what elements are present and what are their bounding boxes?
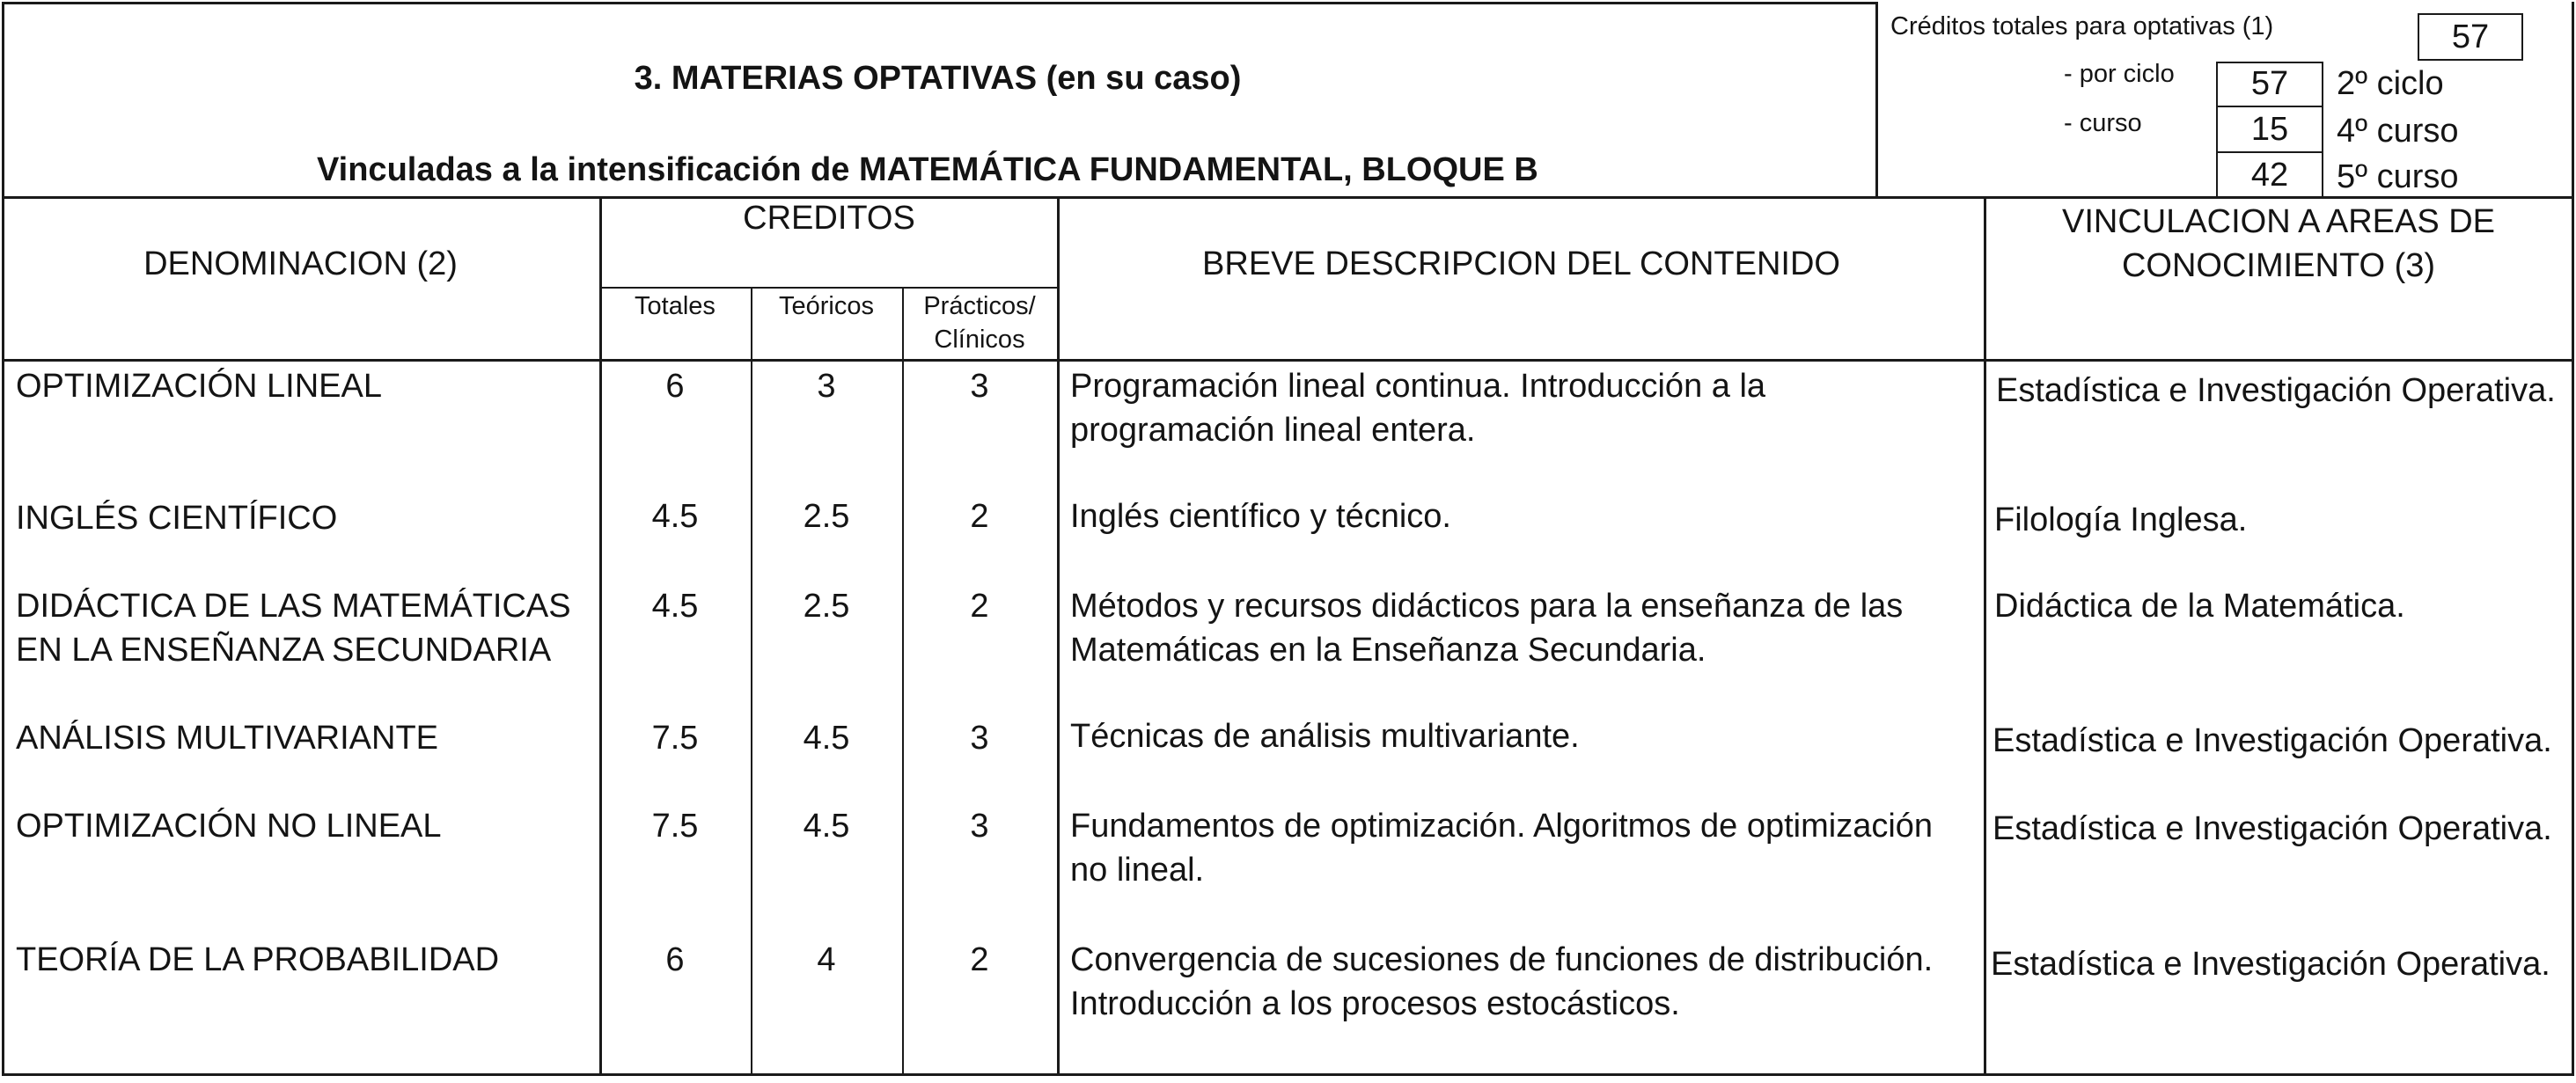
row-6-practicos: 2 [970,941,989,978]
row-6-teoricos: 4 [817,941,836,978]
col-divider-4 [1057,196,1060,1076]
row-6-desc-1: Convergencia de sucesiones de funciones de distribución. [1070,941,1934,978]
row-1-practicos: 3 [970,368,989,405]
header-divider [2,196,2574,199]
row-2-totales: 4.5 [651,498,699,535]
header-vinculacion-1: VINCULACION A AREAS DE [2061,203,2496,240]
row-1-teoricos: 3 [817,368,836,405]
row-5-teoricos: 4.5 [803,808,850,845]
row-5-area: Estadística e Investigación Operativa. [1993,810,2552,847]
row-3-area: Didáctica de la Matemática. [1994,588,2405,625]
credits-box-left-border [1875,2,1878,199]
header-totales: Totales [635,292,716,320]
row-1-desc-2: programación lineal entera. [1070,412,1476,449]
header-practicos-1: Prácticos/ [923,292,1036,320]
row-5-desc-1: Fundamentos de optimización. Algoritmos de optimización [1070,808,1934,845]
header-practicos-2: Clínicos [934,326,1025,354]
row-2-desc-1: Inglés científico y técnico. [1070,498,1451,535]
por-ciclo-label: - por ciclo [2064,60,2175,88]
top-border [2,2,1878,4]
credits-4curso-value: 15 [2250,111,2289,148]
row-2-teoricos: 2.5 [803,498,850,535]
row-5-practicos: 3 [970,808,989,845]
section-title: 3. MATERIAS OPTATIVAS (en su caso) [634,60,1242,97]
row-6-area: Estadística e Investigación Operativa. [1991,946,2550,983]
row-1-desc-1: Programación lineal continua. Introducción a la [1070,368,1766,405]
col-divider-5 [1984,196,1986,1076]
header-creditos: CREDITOS [743,200,915,237]
row-3-desc-1: Métodos y recursos didácticos para la enseñanza de las [1070,588,1904,625]
header-teoricos: Teóricos [779,292,874,320]
credits-total-label: Créditos totales para optativas (1) [1890,12,2274,40]
row-3-desc-2: Matemáticas en la Enseñanza Secundaria. [1070,632,1706,669]
credits-values-divider-2 [2216,151,2323,153]
credits-ciclo-value: 57 [2250,65,2289,102]
row-5-desc-2: no lineal. [1070,852,1205,889]
row-6-name: TEORÍA DE LA PROBABILIDAD [16,941,500,978]
row-3-practicos: 2 [970,588,989,625]
left-border [2,2,4,1076]
section-subtitle: Vinculadas a la intensificación de MATEMÁTICA FUNDAMENTAL, BLOQUE B [317,151,1538,188]
header-descripcion: BREVE DESCRIPCION DEL CONTENIDO [1202,245,1840,282]
row-4-desc-1: Técnicas de análisis multivariante. [1070,718,1580,755]
bottom-border [2,1073,2574,1076]
credits-total-value: 57 [2418,13,2523,61]
row-1-name: OPTIMIZACIÓN LINEAL [16,368,382,405]
credits-4curso-label: 4º curso [2337,113,2459,150]
row-4-teoricos: 4.5 [803,720,850,757]
row-3-name-1: DIDÁCTICA DE LAS MATEMÁTICAS [16,588,571,625]
row-6-totales: 6 [665,941,685,978]
row-2-name: INGLÉS CIENTÍFICO [16,500,338,537]
row-2-area: Filología Inglesa. [1994,501,2248,538]
row-2-practicos: 2 [970,498,989,535]
creditos-subheader-line [599,287,1059,289]
header-vinculacion-2: CONOCIMIENTO (3) [2121,247,2436,284]
curso-label: - curso [2064,109,2142,137]
row-4-name: ANÁLISIS MULTIVARIANTE [16,720,439,757]
credits-ciclo-label: 2º ciclo [2337,65,2444,102]
row-5-totales: 7.5 [651,808,699,845]
credits-5curso-label: 5º curso [2337,158,2459,195]
header-denominacion: DENOMINACION (2) [143,245,458,282]
row-6-desc-2: Introducción a los procesos estocásticos. [1070,985,1680,1022]
row-1-totales: 6 [665,368,685,405]
row-3-teoricos: 2.5 [803,588,850,625]
column-header-divider [2,359,2574,362]
row-5-name: OPTIMIZACIÓN NO LINEAL [16,808,442,845]
row-3-name-2: EN LA ENSEÑANZA SECUNDARIA [16,632,552,669]
row-4-practicos: 3 [970,720,989,757]
credits-5curso-value: 42 [2250,157,2289,194]
credits-values-divider-1 [2216,106,2323,107]
row-4-area: Estadística e Investigación Operativa. [1993,722,2552,759]
row-3-totales: 4.5 [651,588,699,625]
right-border [2572,2,2574,1076]
row-1-area: Estadística e Investigación Operativa. [1996,372,2556,409]
row-4-totales: 7.5 [651,720,699,757]
